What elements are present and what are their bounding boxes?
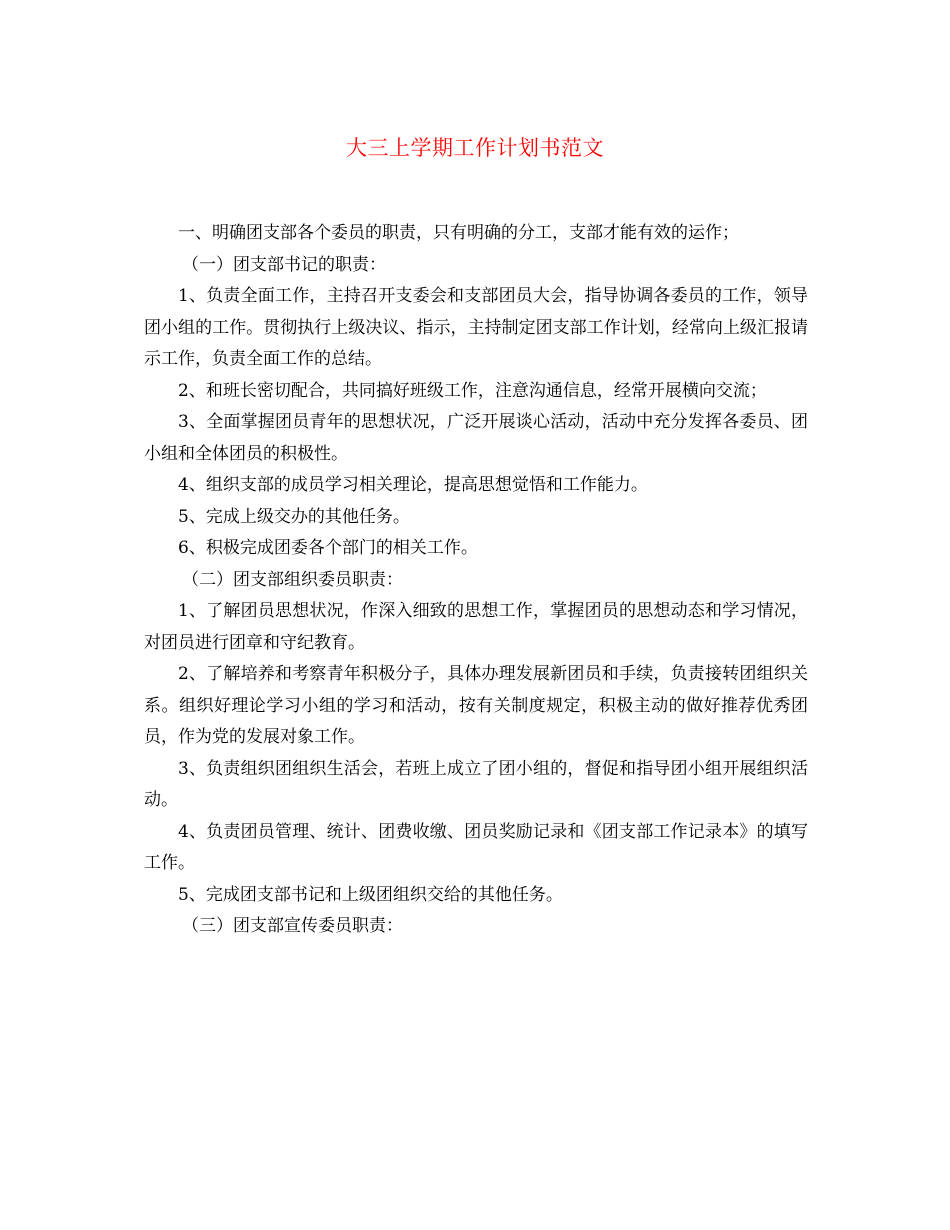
paragraph-organization-2: 2、了解培养和考察青年积极分子，具体办理发展新团员和手续，负责接转团组织关系。组织好理论学习小组的学习和活动，按有关制度规定，积极主动的做好推荐优秀团员，作为党的发展对象工作。 [144, 664, 808, 747]
paragraph-secretary-5: 5、完成上级交办的其他任务。 [178, 506, 410, 527]
subsection-heading-organization: （二）团支部组织委员职责： [182, 569, 403, 590]
document-body [144, 218, 808, 943]
document-title: 大三上学期工作计划书范文 [346, 136, 604, 160]
paragraph-organization-1: 1、了解团员思想状况，作深入细致的思想工作，掌握团员的思想动态和学习情况，对团员进行团章和守纪教育。 [144, 601, 808, 653]
paragraph-organization-4: 4、负责团员管理、统计、团费收缴、团员奖励记录和《团支部工作记录本》的填写工作。 [144, 821, 808, 873]
paragraph-secretary-2: 2、和班长密切配合，共同搞好班级工作，注意沟通信息，经常开展横向交流； [178, 380, 767, 401]
paragraph-organization-5: 5、完成团支部书记和上级团组织交给的其他任务。 [178, 884, 563, 905]
paragraph-secretary-1: 1、负责全面工作，主持召开支委会和支部团员大会，指导协调各委员的工作，领导团小组的工作。贯彻执行上级决议、指示，主持制定团支部工作计划，经常向上级汇报请示工作，负责全面工作的总结。 [144, 286, 808, 369]
subsection-heading-propaganda: （三）团支部宣传委员职责： [182, 916, 403, 936]
paragraph-organization-3: 3、负责组织团组织生活会，若班上成立了团小组的，督促和指导团小组开展组织活动。 [144, 758, 808, 810]
paragraph-secretary-4: 4、组织支部的成员学习相关理论，提高思想觉悟和工作能力。 [178, 475, 648, 495]
section-heading-1: 一、明确团支部各个委员的职责，只有明确的分工，支部才能有效的运作； [178, 223, 739, 243]
subsection-heading-secretary: （一）团支部书记的职责： [182, 254, 386, 275]
paragraph-secretary-6: 6、积极完成团委各个部门的相关工作。 [178, 538, 478, 558]
paragraph-secretary-3: 3、全面掌握团员青年的思想状况，广泛开展谈心活动，活动中充分发挥各委员、团小组和全体团员的积极性。 [144, 412, 808, 464]
